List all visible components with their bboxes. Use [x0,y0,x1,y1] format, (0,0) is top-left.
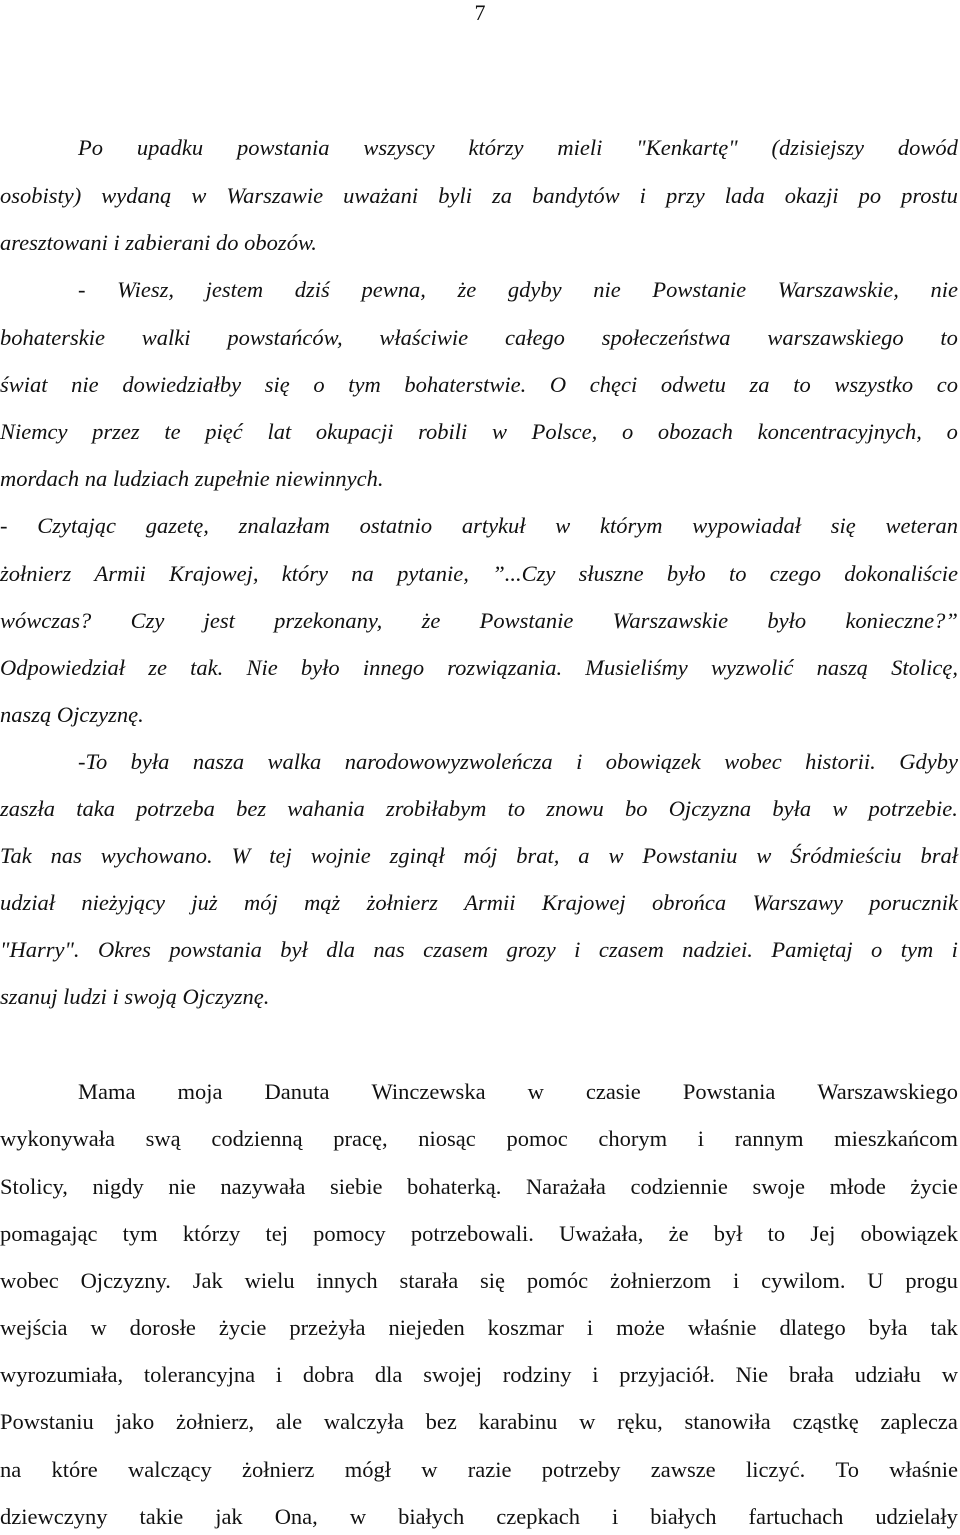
text-line: - Czytając gazetę, znalazłam ostatnio artykuł w którym wypowiadał się weteran [0,513,958,538]
text-line: Odpowiedział ze tak. Nie było innego rozwiązania. Musieliśmy wyzwolić naszą Stolicę, [0,655,958,680]
text-line: Mama moja Danuta Winczewska w czasie Powstania Warszawskiego [78,1079,958,1104]
text-line: wówczas? Czy jest przekonany, że Powstanie Warszawskie było konieczne?” [0,608,958,633]
text-line: na które walczący żołnierz mógł w razie potrzeby zawsze liczyć. To właśnie [0,1457,958,1482]
text-line: Po upadku powstania wszyscy którzy mieli "Kenkartę" (dzisiejszy dowód [78,135,958,160]
text-line: świat nie dowiedziałby się o tym bohaterstwie. O chęci odwetu za to wszystko co [0,372,958,397]
text-line: mordach na ludziach zupełnie niewinnych. [0,466,384,491]
text-line: żołnierz Armii Krajowej, który na pytanie, ”...Czy słuszne było to czego dokonaliście [0,561,958,586]
text-line: zaszła taka potrzeba bez wahania zrobiłabym to znowu bo Ojczyzna była w potrzebie. [0,796,958,821]
page-number: 7 [474,0,486,25]
text-line: "Harry". Okres powstania był dla nas czasem grozy i czasem nadziei. Pamiętaj o tym i [0,937,958,962]
text-line: bohaterskie walki powstańców, właściwie całego społeczeństwa warszawskiego to [0,325,958,350]
text-line: aresztowani i zabierani do obozów. [0,230,317,255]
text-line: Powstaniu jako żołnierz, ale walczyła bez karabinu w ręku, stanowiła cząstkę zaplecza [0,1409,958,1434]
text-line: wobec Ojczyzny. Jak wielu innych starała się pomóc żołnierzom i cywilom. U progu [0,1268,958,1293]
text-line: szanuj ludzi i swoją Ojczyznę. [0,984,270,1009]
text-line: wyrozumiała, tolerancyjna i dobra dla swojej rodziny i przyjaciół. Nie brała udziału w [0,1362,958,1387]
text-line: osobisty) wydaną w Warszawie uważani byli za bandytów i przy lada okazji po prostu [0,183,958,208]
text-line: dziewczyny takie jak Ona, w białych czepkach i białych fartuchach udzielały [0,1504,958,1529]
text-line: wykonywała swą codzienną pracę, niosąc pomoc chorym i rannym mieszkańcom [0,1126,958,1151]
text-line: wejścia w dorosłe życie przeżyła niejeden koszmar i może właśnie dlatego była tak [0,1315,958,1340]
text-line: pomagając tym którzy tej pomocy potrzebowali. Uważała, że był to Jej obowiązek [0,1221,958,1246]
text-line: naszą Ojczyznę. [0,702,144,727]
text-line: Tak nas wychowano. W tej wojnie zginął mój brat, a w Powstaniu w Śródmieściu brał [0,843,958,868]
text-line: -To była nasza walka narodowowyzwoleńcza i obowiązek wobec historii. Gdyby [78,749,958,774]
text-line: udział nieżyjący już mój mąż żołnierz Armii Krajowej obrońca Warszawy porucznik [0,890,958,915]
text-line: Niemcy przez te pięć lat okupacji robili w Polsce, o obozach koncentracyjnych, o [0,419,958,444]
text-line: Stolicy, nigdy nie nazywała siebie bohaterką. Narażała codziennie swoje młode życie [0,1174,958,1199]
text-line: - Wiesz, jestem dziś pewna, że gdyby nie Powstanie Warszawskie, nie [78,277,958,302]
